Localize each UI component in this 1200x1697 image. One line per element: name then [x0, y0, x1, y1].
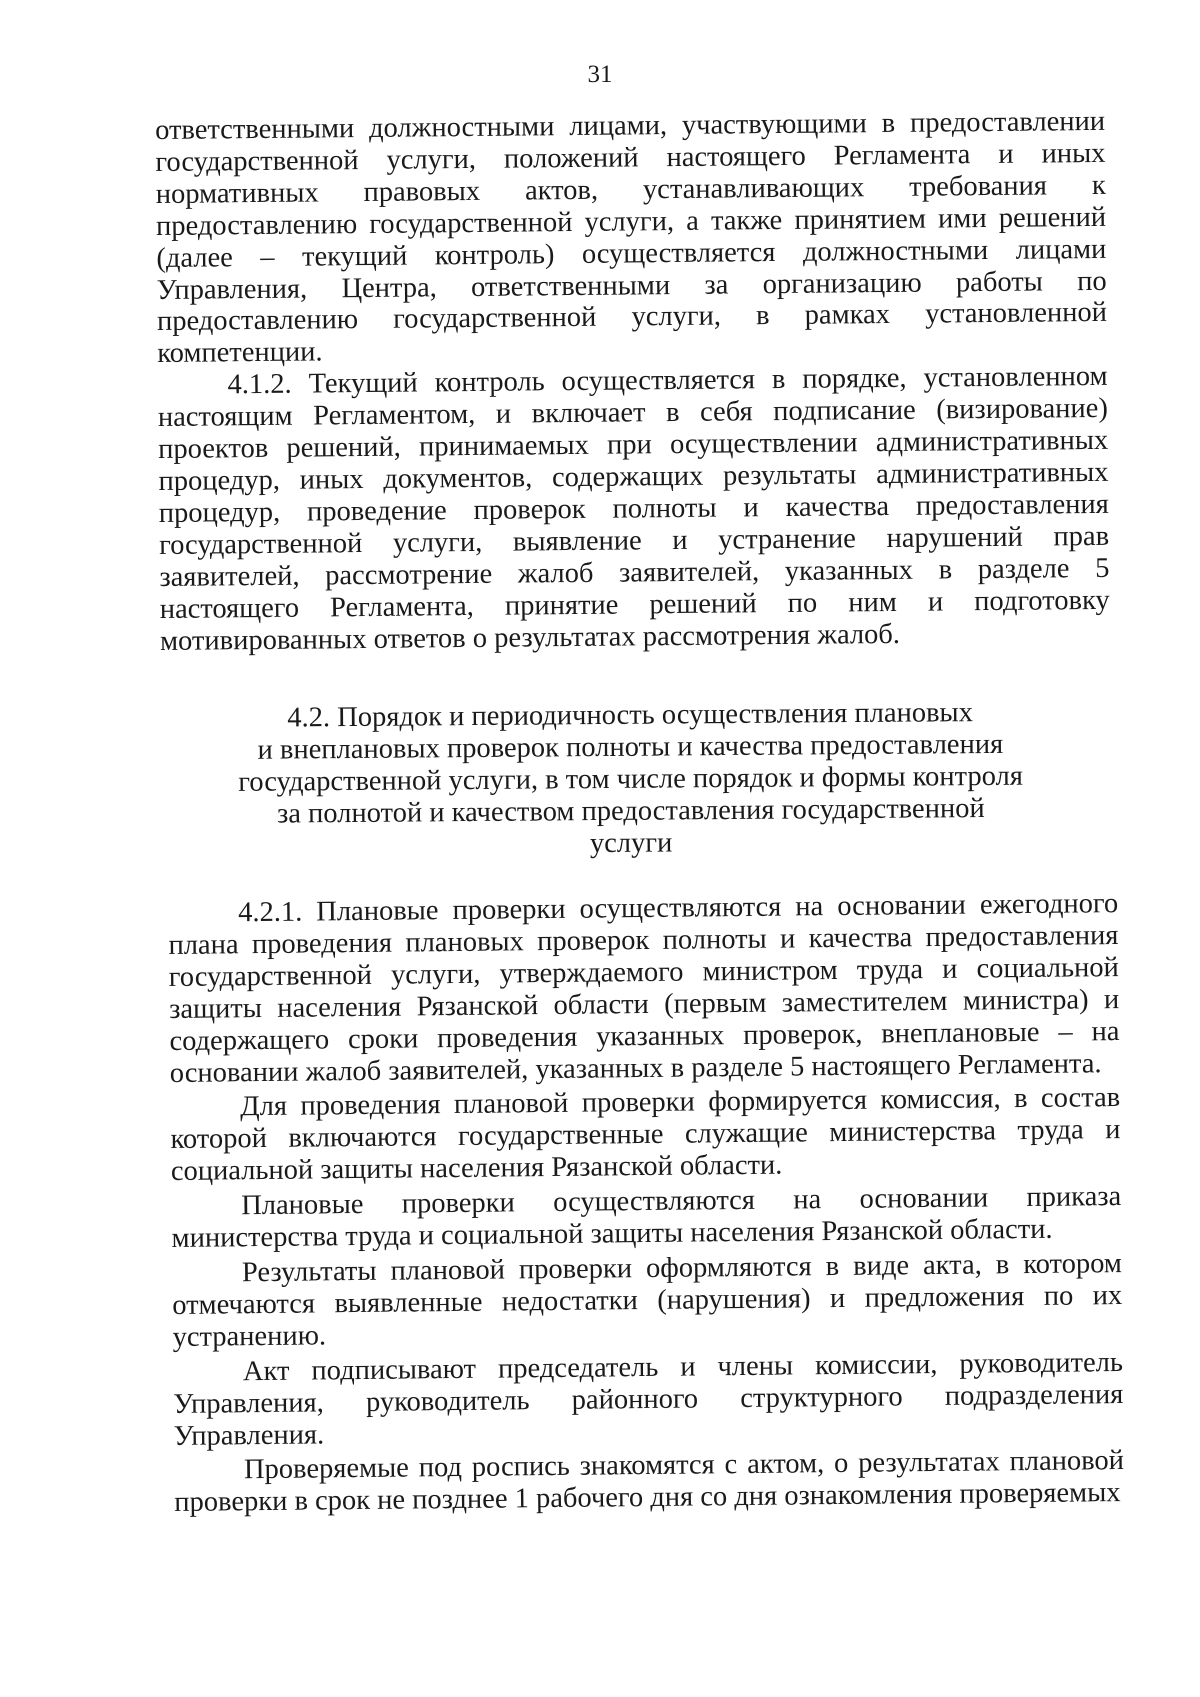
paragraph-commission: Для проведения плановой проверки формируется комиссия, в состав которой включаются государственные служащие министерства труда и социальной защиты населения Рязанской области.	[170, 1082, 1121, 1188]
section-heading-4-2	[220, 697, 1041, 863]
heading-line: за полнотой и качеством предоставления государственной	[276, 792, 985, 830]
heading-line: государственной услуги, в том числе порядок и формы контроля	[238, 760, 1023, 798]
text-block-planned-inspections	[168, 888, 1124, 1519]
paragraph-results-act: Результаты плановой проверки оформляются в виде акта, в котором отмечаются выявленные недостатки (нарушения) и предложения по их устранению.	[172, 1248, 1123, 1353]
heading-line: услуги	[589, 827, 673, 860]
heading-line: 4.2. Порядок и периодичность осуществления плановых	[287, 697, 974, 734]
paragraph-4-2-1: 4.2.1. Плановые проверки осуществляются на основании ежегодного плана проведения плановых проверок полноты и качества предоставления государственной услуги, утверждаемого министром труда и социальной защиты населения Рязанской области (первым заместителем министра) и содержащего сроки проведения указанных проверок, внеплановые – на основании жалоб заявителей, указанных в разделе 5 настоящего Регламента.	[168, 888, 1120, 1089]
page-number: 31	[587, 61, 613, 88]
paragraph-continuation: ответственными должностными лицами, участвующими в предоставлении государственной услуги, положений настоящего Регламента и иных нормативных правовых актов, устанавливающих требования к предоставлению государственной услуги, а также принятием ими решений (далее – текущий контроль) осуществляется должностными лицами Управления, Центра, ответственными за организацию работы по предоставлению государственной услуги, в рамках установленной компетенции.	[155, 105, 1108, 370]
heading-line: и внеплановых проверок полноты и качества предоставления	[257, 728, 1004, 766]
paragraph-acquaintance: Проверяемые под роспись знакомятся с актом, о результатах плановой проверки в срок не позднее 1 рабочего дня со дня ознакомления проверяемых	[174, 1445, 1125, 1519]
text-block-current-control	[155, 106, 1110, 658]
paragraph-4-1-2: 4.1.2. Текущий контроль осуществляется в порядке, установленном настоящим Регламентом, и включает в себя подписание (визирование) проектов решений, принимаемых при осуществлении административных процедур, иных документов, содержащих результаты административных процедур, проведение проверок полноты и качества предоставления государственной услуги, выявление и устранение нарушений прав заявителей, рассмотрение жалоб заявителей, указанных в разделе 5 настоящего Регламента, принятие решений по ним и подготовку мотивированных ответов о результатах рассмотрения жалоб.	[157, 361, 1110, 657]
paragraph-act-signing: Акт подписывают председатель и члены комиссии, руководитель Управления, руководитель районного структурного подразделения Управления.	[173, 1346, 1124, 1452]
paragraph-order: Плановые проверки осуществляются на основании приказа министерства труда и социальной защиты населения Рязанской области.	[171, 1181, 1122, 1255]
